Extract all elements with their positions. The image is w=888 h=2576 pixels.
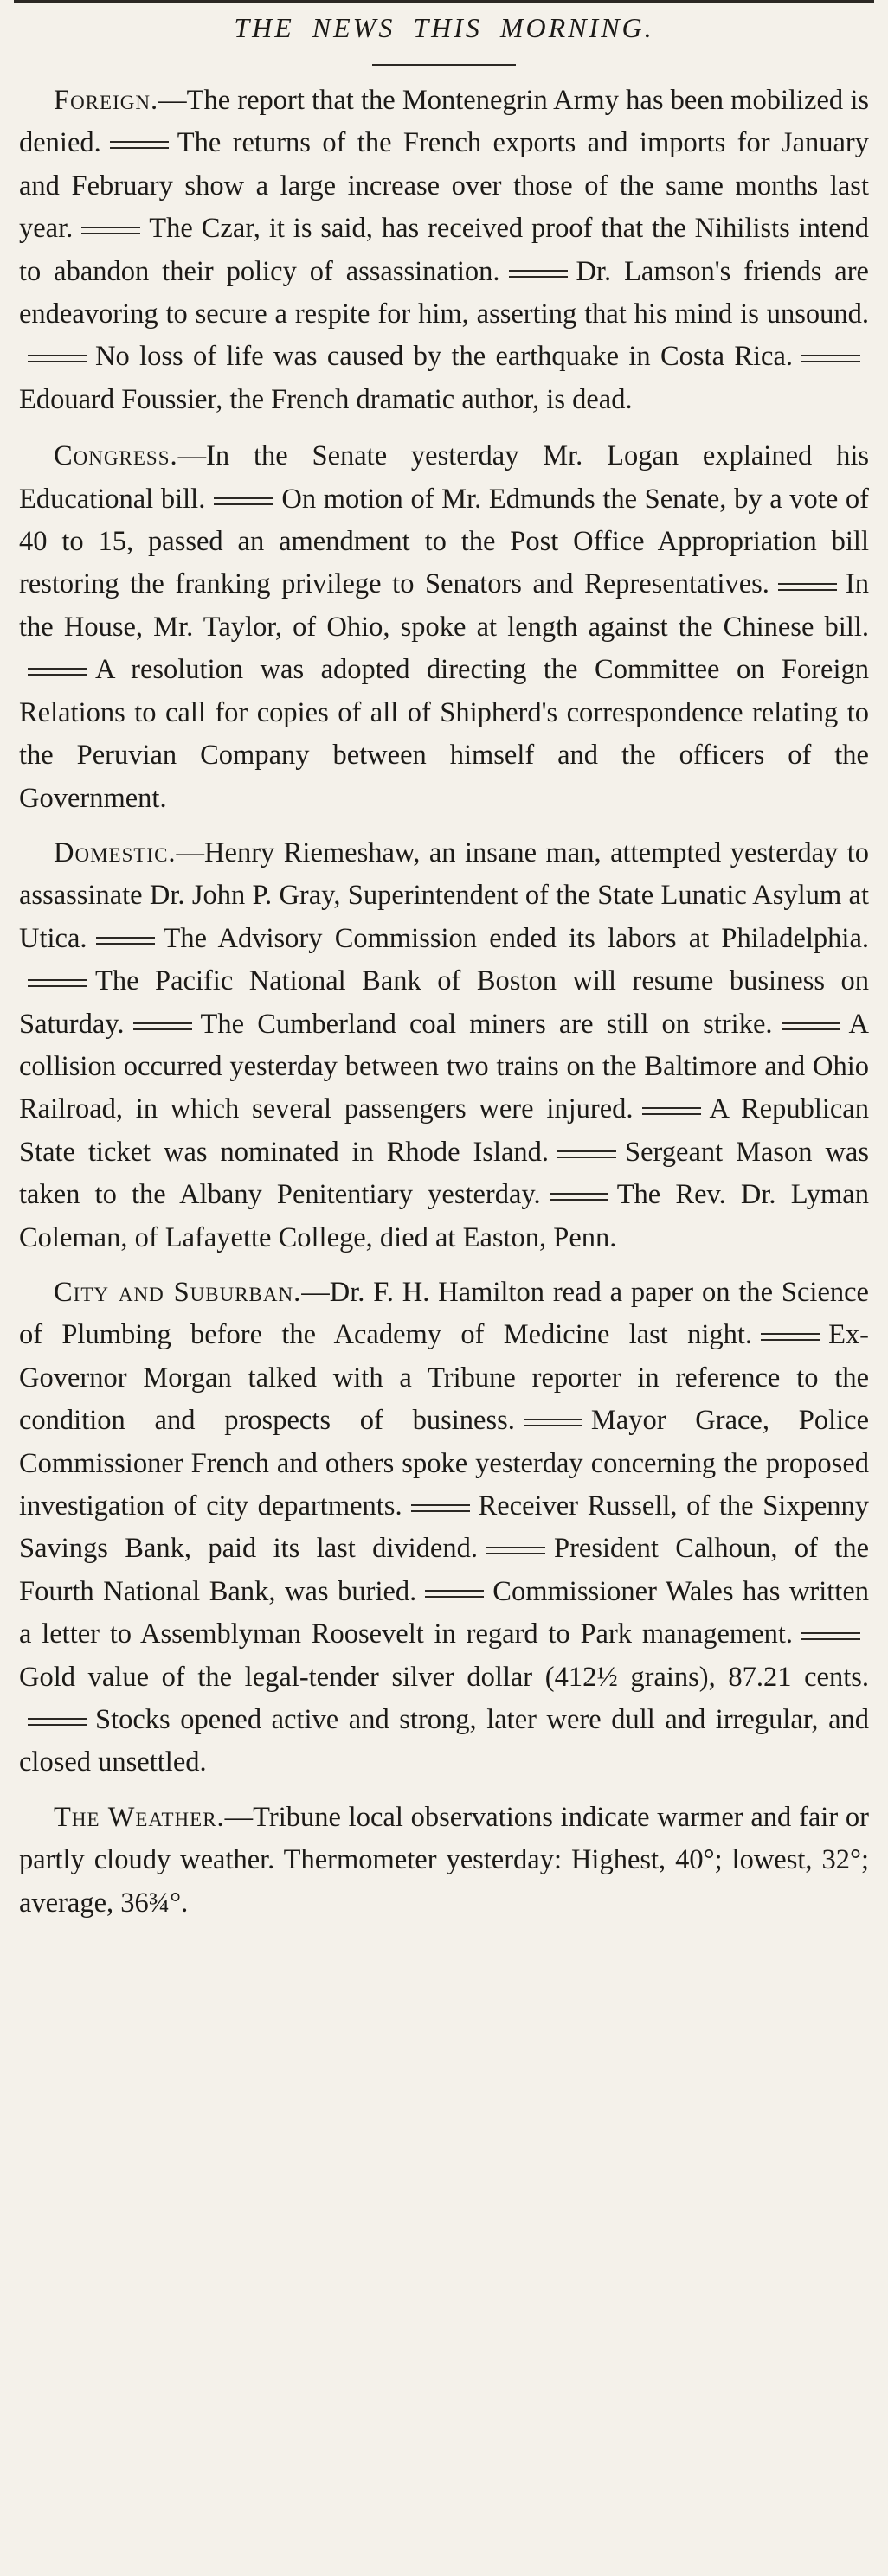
item-separator [509, 270, 568, 278]
news-item: In the Senate yesterday Mr. Logan explained his Educational bill. [19, 440, 869, 515]
weather-report: Tribune local observations indicate warmer and fair or partly cloudy weather. Thermometer yesterday: Highest, 40°; lowest, 32°; average, 36¾°. [19, 1801, 869, 1919]
item-separator [28, 1718, 87, 1726]
top-rule [14, 0, 874, 3]
section-label-domestic: Domestic. [54, 836, 177, 868]
item-separator [524, 1419, 582, 1426]
section-label-foreign: Foreign. [54, 85, 159, 116]
news-item: The report that the Montenegrin Army has been mobilized is denied. [19, 85, 869, 159]
item-separator [642, 1107, 701, 1115]
item-separator [801, 1632, 860, 1640]
news-item: Commissioner Wales has written a letter to Assemblyman Roosevelt in regard to Park management. [19, 1575, 869, 1650]
news-item: Sergeant Mason was taken to the Albany Penitentiary yesterday. [19, 1136, 869, 1211]
section-domestic: Domestic.—Henry Riemeshaw, an insane man, attempted yesterday to assassinate Dr. John P. Gray, Superintendent of the State Lunatic Asylum at Utica. The Advisory Commission ended its labors at Philadelphia.The Pacific National Bank of Boston will resume business on Saturday. The Cumberland coal miners are still on strike. A collision occurred yesterday between two trains on the Baltimore and Ohio Railroad, in which several passengers were injured. A Republican State ticket was nominated in Rhode Island. Sergeant Mason was taken to the Albany Penitentiary yesterday. The Rev. Dr. Lyman Coleman, of Lafayette College, died at Easton, Penn. [19, 836, 869, 1253]
news-item: Edouard Foussier, the French dramatic author, is dead. [19, 383, 633, 415]
news-item: On motion of Mr. Edmunds the Senate, by a vote of 40 to 15, passed an amendment to the Post Office Appropriation bill restoring the franking privilege to Senators and Representatives. [19, 483, 869, 600]
item-separator [801, 355, 860, 362]
item-separator [550, 1193, 608, 1201]
section-city-suburban: City and Suburban.—Dr. F. H. Hamilton read a paper on the Science of Plumbing before the Academy of Medicine last night. Ex-Governor Morgan talked with a Tribune reporter in reference to the condition and prospects of business. Mayor Grace, Police Commissioner French and others spoke yesterday concerning the proposed investigation of city departments. Receiver Russell, of the Sixpenny Savings Bank, paid its last dividend. President Calhoun, of the Fourth National Bank, was buried. Commissioner Wales has written a letter to Assemblyman Roosevelt in regard to Park management.Gold value of the legal-tender silver dollar (412½ grains), 87.21 cents.Stocks opened active and strong, later were dull and irregular, and closed unsettled. [19, 1276, 869, 1778]
item-separator [782, 1022, 840, 1030]
news-item: President Calhoun, of the Fourth National Bank, was buried. [19, 1533, 869, 1607]
item-separator [557, 1150, 616, 1158]
item-separator [96, 937, 155, 945]
section-label-congress: Congress. [54, 440, 178, 472]
item-separator [28, 355, 87, 362]
news-item: No loss of life was caused by the earthquake in Costa Rica. [95, 341, 793, 373]
section-label-city-suburban: City and Suburban. [54, 1276, 302, 1308]
section-foreign: Foreign.—The report that the Montenegrin Army has been mobilized is denied. The returns of the French exports and imports for January and February show a large increase over those of the same months last year. The Czar, it is said, has received proof that the Nihilists intend to abandon their policy of assassination. Dr. Lamson's friends are endeavoring to secure a respite for him, asserting that his mind is unsound.No loss of life was caused by the earthquake in Costa Rica.Edouard Foussier, the French dramatic author, is dead. [19, 85, 869, 415]
news-item: Gold value of the legal-tender silver dollar (412½ grains), 87.21 cents. [19, 1661, 869, 1693]
news-item: Stocks opened active and strong, later were dull and irregular, and closed unsettled. [19, 1704, 869, 1778]
item-separator [425, 1590, 484, 1598]
news-item: The Advisory Commission ended its labors at Philadelphia. [163, 922, 869, 954]
item-separator [214, 497, 273, 505]
item-separator [28, 979, 87, 987]
news-item: Dr. F. H. Hamilton read a paper on the Science of Plumbing before the Academy of Medicine last night. [19, 1276, 869, 1351]
section-label-weather: The Weather. [54, 1801, 225, 1833]
news-item: The returns of the French exports and imports for January and February show a large increase over those of the same months last year. [19, 127, 869, 245]
news-item: A collision occurred yesterday between two trains on the Baltimore and Ohio Railroad, in which several passengers were injured. [19, 1008, 869, 1125]
news-item: Dr. Lamson's friends are endeavoring to secure a respite for him, asserting that his mind is unsound. [19, 255, 869, 330]
item-separator [110, 141, 169, 149]
section-congress: Congress.—In the Senate yesterday Mr. Logan explained his Educational bill. On motion of Mr. Edmunds the Senate, by a vote of 40 to 15, passed an amendment to the Post Office Appropriation bill restoring the franking privilege to Senators and Representatives. In the House, Mr. Taylor, of Ohio, spoke at length against the Chinese bill.A resolution was adopted directing the Committee on Foreign Relations to call for copies of all of Shipherd's correspondence relating to the Peruvian Company between himself and the officers of the Government. [19, 440, 869, 814]
headline-rule [372, 64, 516, 66]
news-body [19, 80, 869, 1935]
news-item: The Cumberland coal miners are still on strike. [200, 1008, 773, 1040]
item-separator [133, 1022, 192, 1030]
news-item: In the House, Mr. Taylor, of Ohio, spoke at length against the Chinese bill. [19, 568, 869, 643]
item-separator [486, 1547, 545, 1554]
news-item: Henry Riemeshaw, an insane man, attempted yesterday to assassinate Dr. John P. Gray, Superintendent of the State Lunatic Asylum at Utica. [19, 836, 869, 954]
item-separator [761, 1333, 820, 1341]
news-item: The Czar, it is said, has received proof that the Nihilists intend to abandon their policy of assassination. [19, 213, 869, 287]
news-item: Ex-Governor Morgan talked with a Tribune reporter in reference to the condition and prospects of business. [19, 1319, 869, 1437]
news-item: A Republican State ticket was nominated in Rhode Island. [19, 1093, 869, 1168]
news-item: Mayor Grace, Police Commissioner French and others spoke yesterday concerning the proposed investigation of city departments. [19, 1405, 869, 1522]
news-item: A resolution was adopted directing the Committee on Foreign Relations to call for copies of all of Shipherd's correspondence relating to the Peruvian Company between himself and the officers of the Government. [19, 654, 869, 814]
headline: THE NEWS THIS MORNING. [234, 12, 654, 43]
section-weather: The Weather.—Tribune local observations indicate warmer and fair or partly cloudy weather. Thermometer yesterday: Highest, 40°; lowest, 32°; average, 36¾°. [19, 1801, 869, 1919]
news-item: The Rev. Dr. Lyman Coleman, of Lafayette College, died at Easton, Penn. [19, 1179, 869, 1253]
news-item: Receiver Russell, of the Sixpenny Savings Bank, paid its last dividend. [19, 1490, 869, 1565]
item-separator [28, 668, 87, 676]
item-separator [778, 583, 837, 591]
item-separator [81, 227, 140, 234]
news-item: The Pacific National Bank of Boston will resume business on Saturday. [19, 965, 869, 1040]
item-separator [411, 1504, 470, 1512]
